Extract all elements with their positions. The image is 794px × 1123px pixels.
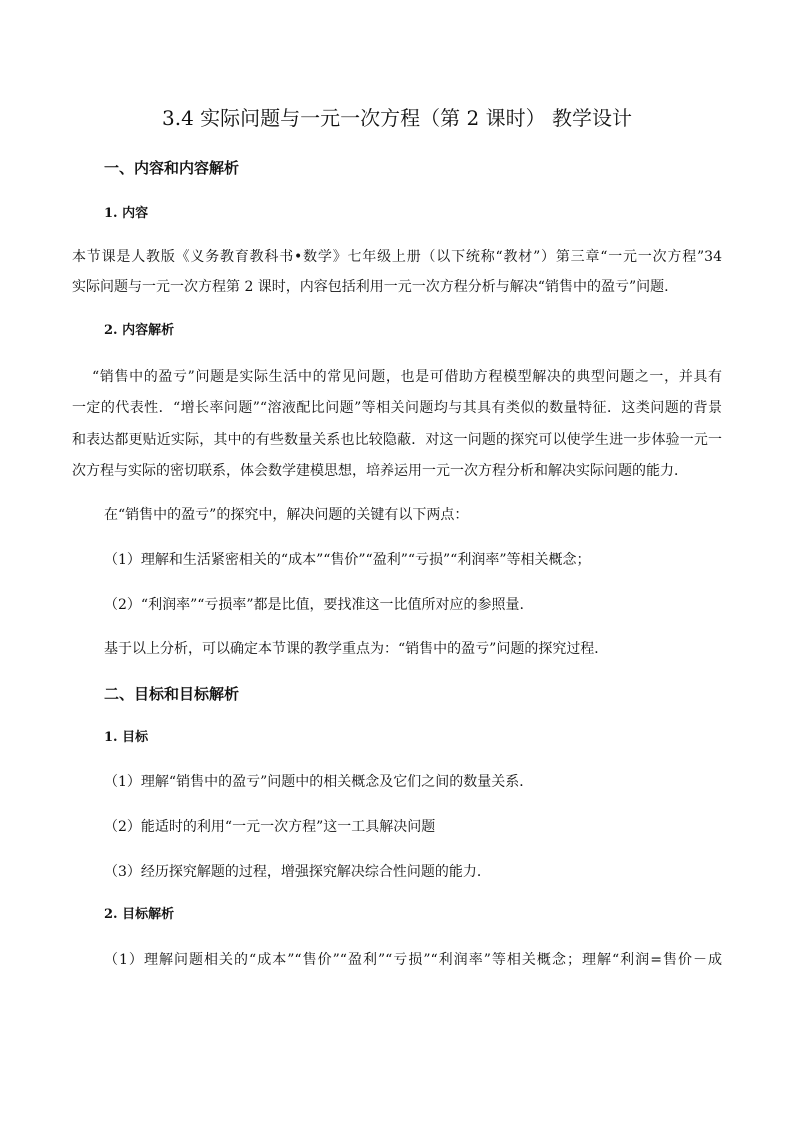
subsection-heading-content: 1. 内容: [104, 206, 149, 221]
list-item: （3）经历探究解题的过程，增强探究解决综合性问题的能力．: [104, 864, 491, 880]
subsection-heading-goals: 1. 目标: [104, 730, 149, 745]
list-item: （1）理解和生活紧密相关的“成本”“售价”“盈利”“亏损”“利润率”等相关概念；: [104, 552, 591, 568]
paragraph-line: 一定的代表性．“增长率问题”“溶液配比问题”等相关问题均与其具有类似的数量特征．这类问题的背景: [72, 400, 722, 416]
list-item: （1）理解问题相关的“成本”“售价”“盈利”“亏损”“利润率”等相关概念；理解“利润=售价－成: [104, 952, 722, 968]
list-item: （1）理解“销售中的盈亏”问题中的相关概念及它们之间的数量关系．: [104, 774, 534, 790]
subsection-heading-goal-analysis: 2. 目标解析: [104, 907, 175, 922]
section-heading-goals: 二、目标和目标解析: [104, 685, 240, 703]
paragraph-line: 在“销售中的盈亏”的探究中，解决问题的关键有以下两点：: [104, 507, 469, 523]
page-title: 3.4 实际问题与一元一次方程（第 2 课时） 教学设计: [162, 106, 632, 130]
section-heading-content: 一、内容和内容解析: [104, 159, 240, 177]
paragraph-line: 本节课是人教版《义务教育教科书•数学》七年级上册（以下统称“教材”）第三章“一元一次方程”34: [72, 249, 722, 265]
paragraph-line: 和表达都更贴近实际，其中的有些数量关系也比较隐蔽．对这一问题的探究可以使学生进一步体验一元一: [72, 432, 722, 448]
list-item: （2）“利润率”“亏损率”都是比值，要找准这一比值所对应的参照量.: [104, 597, 524, 613]
paragraph-line: 实际问题与一元一次方程第 2 课时，内容包括利用一元一次方程分析与解决“销售中的盈亏”问题.: [72, 279, 669, 295]
subsection-heading-content-analysis: 2. 内容解析: [104, 323, 175, 338]
paragraph-line: 基于以上分析，可以确定本节课的教学重点为：“销售中的盈亏”问题的探究过程．: [104, 641, 609, 657]
paragraph-line: 次方程与实际的密切联系，体会数学建模思想，培养运用一元一次方程分析和解决实际问题的能力．: [72, 463, 688, 479]
paragraph-line: “销售中的盈亏”问题是实际生活中的常见问题，也是可借助方程模型解决的典型问题之一，并具有: [92, 369, 722, 385]
list-item: （2）能适时的利用“一元一次方程”这一工具解决问题: [104, 819, 436, 835]
